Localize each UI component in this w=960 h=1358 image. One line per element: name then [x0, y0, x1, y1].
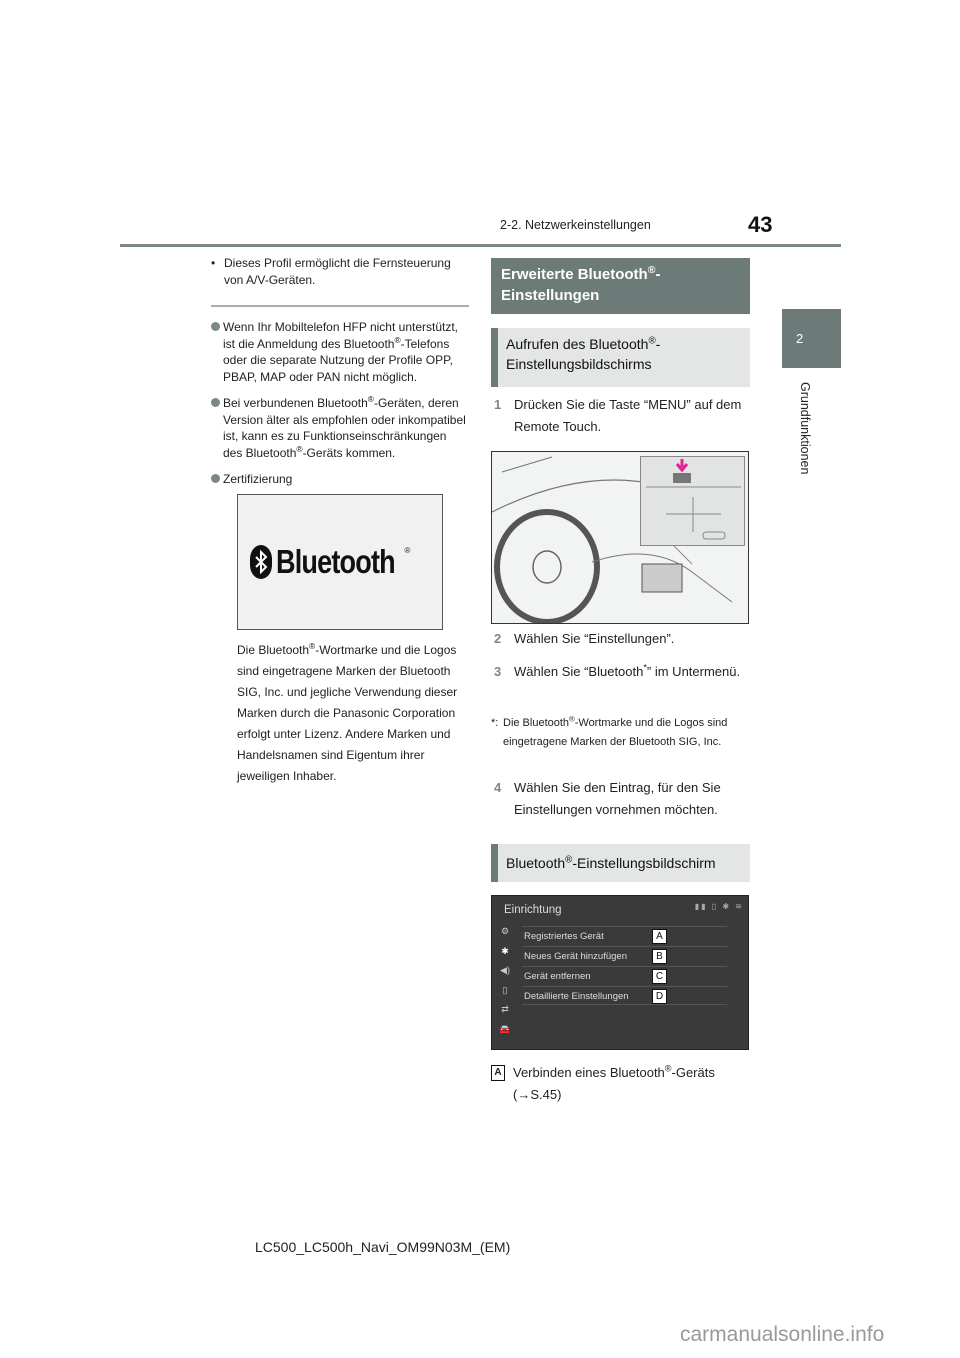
- vehicle-icon[interactable]: 🚘: [499, 1023, 511, 1034]
- heading-text: Aufrufen des Bluetooth: [506, 336, 649, 352]
- step-number: 1: [494, 397, 502, 412]
- registered-mark: ®: [647, 264, 656, 276]
- footnote-mark: *: [643, 662, 647, 673]
- note-text: -Geräten, deren Version älter als empfohlen oder inkompatibel ist, kann es zu Funktionseinschränkungen des Bluetooth: [223, 396, 466, 460]
- page-number: 43: [748, 212, 773, 237]
- step-text: Drücken Sie die Taste “MENU” auf dem Remote Touch.: [514, 397, 742, 434]
- phone-icon[interactable]: ▯: [502, 984, 508, 995]
- registered-mark: ®: [648, 335, 656, 347]
- bluetooth-icon: [250, 545, 272, 579]
- subsection-heading-settings-screen: [491, 844, 750, 882]
- step-text-part: ” im Untermenü.: [646, 664, 741, 679]
- legal-text: -Wortmarke und die Logos sind eingetragene Marken der Bluetooth SIG, Inc. und jegliche Verwendung dieser Marken durch die Panasonic Corporation erfolgt unter Lizenz. Andere Marken und Handelsnamen sind Eigentum ihrer jeweiligen Inhaber.: [237, 643, 458, 783]
- screen-title: Einrichtung: [504, 904, 562, 916]
- callout-badge: C: [652, 969, 667, 984]
- legal-text: Die Bluetooth: [237, 643, 310, 657]
- step-text: Wählen Sie “Einstellungen”.: [514, 631, 675, 646]
- step-text: [514, 661, 740, 683]
- menu-item-remove-device[interactable]: [522, 966, 727, 985]
- step-number: 2: [494, 631, 502, 646]
- note-text: Zertifizierung: [223, 472, 293, 486]
- status-icons: ▮▮ ▯ ✱ ≋: [694, 902, 744, 911]
- chapter-number: 2: [796, 331, 804, 346]
- step-3: [494, 661, 750, 683]
- step-4: [494, 777, 750, 821]
- note-text: -Geräts kommen.: [302, 445, 396, 460]
- step-1: [494, 394, 750, 438]
- menu-item-label: Detaillierte Einstellungen: [524, 991, 629, 1002]
- footnote-mark: *:: [491, 717, 499, 729]
- subsection-heading-open-settings: [491, 328, 750, 387]
- bluetooth-icon[interactable]: ✱: [501, 945, 509, 956]
- legend-text: [513, 1062, 750, 1106]
- header-divider: [120, 244, 841, 247]
- menu-item-registered-device[interactable]: [522, 926, 727, 945]
- step-text: Wählen Sie den Eintrag, für den Sie Einstellungen vornehmen möchten.: [514, 780, 721, 817]
- heading-text: -Einstellungen: [501, 266, 661, 304]
- profile-bullet-text: Dieses Profil ermöglicht die Fernsteuerung von A/V-Geräten.: [224, 256, 451, 287]
- left-column: [211, 255, 469, 498]
- section-divider: [211, 305, 469, 307]
- legend-text-part: Verbinden eines Bluetooth: [513, 1065, 665, 1080]
- connection-icon[interactable]: ⇄: [501, 1004, 509, 1014]
- profile-bullet: [211, 255, 469, 289]
- bluetooth-wordmark: Bluetooth: [275, 543, 395, 580]
- watermark: carmanualsonline.info: [680, 1323, 885, 1346]
- heading-text: Bluetooth: [506, 855, 566, 871]
- bluetooth-logo: [250, 543, 431, 581]
- note-version: [211, 395, 469, 461]
- note-text: Bei verbundenen Bluetooth: [223, 396, 368, 410]
- heading-text: Erweiterte Bluetooth: [501, 266, 648, 283]
- note-certification: [211, 471, 469, 488]
- callout-badge: D: [652, 989, 667, 1004]
- menu-item-label: Gerät entfernen: [524, 971, 591, 982]
- callout-badge: B: [652, 949, 667, 964]
- registered-mark: ®: [394, 334, 401, 345]
- registered-mark: ®: [367, 394, 374, 404]
- footnote: [491, 714, 750, 752]
- registered-mark: ®: [296, 443, 303, 454]
- step-2: [494, 628, 750, 650]
- gear-icon[interactable]: ⚙: [500, 926, 510, 936]
- footnote-text-part: Die Bluetooth: [503, 717, 570, 729]
- side-menu: [498, 926, 512, 1043]
- note-hfp: [211, 319, 469, 385]
- bullet-dot: •: [211, 256, 216, 270]
- callout-badge: A: [652, 929, 667, 944]
- registered-mark: ®: [404, 545, 411, 555]
- speaker-icon[interactable]: ◀): [500, 965, 510, 975]
- section-heading: [491, 258, 750, 314]
- menu-item-add-device[interactable]: [522, 946, 727, 965]
- touchpad-inset: [640, 456, 745, 546]
- step-number: 4: [494, 780, 502, 795]
- note-bullet-icon: [211, 474, 220, 483]
- bluetooth-logo-box: [237, 494, 443, 630]
- page-reference-link[interactable]: -Geräts (→S.45): [513, 1065, 715, 1102]
- chapter-label: Grundfunktionen: [798, 382, 812, 475]
- legend-item-a: [491, 1062, 750, 1106]
- note-text: Wenn Ihr Mobiltelefon HFP nicht unterstützt, ist die Anmeldung des Bluetooth: [223, 320, 459, 351]
- note-text: -Telefons oder die separate Nutzung der Profile OPP, PBAP, MAP oder PAN nicht möglich.: [223, 336, 453, 384]
- note-bullet-icon: [211, 322, 220, 331]
- registered-mark: ®: [664, 1063, 672, 1074]
- note-bullet-icon: [211, 398, 220, 407]
- menu-item-label: Neues Gerät hinzufügen: [524, 951, 627, 962]
- footnote-text: [503, 714, 750, 752]
- trademark-notice: [237, 640, 469, 787]
- document-id: LC500_LC500h_Navi_OM99N03M_(EM): [255, 1239, 511, 1255]
- heading-text: -Einstellungsbildschirm: [572, 855, 716, 871]
- heading-text: -Einstellungsbildschirms: [506, 336, 661, 372]
- menu-item-detailed-settings[interactable]: [522, 986, 727, 1005]
- settings-screen: [491, 895, 749, 1050]
- remote-touch-illustration: [491, 451, 749, 624]
- registered-mark: ®: [309, 641, 316, 651]
- menu-item-label: Registriertes Gerät: [524, 931, 604, 942]
- chapter-tab: [782, 309, 841, 368]
- touchpad-drawing: [641, 457, 746, 547]
- arrow-down-icon: [677, 459, 687, 470]
- running-header-section: 2-2. Netzwerkeinstellungen: [500, 218, 651, 232]
- footnote-text-part: -Wortmarke und die Logos sind eingetragene Marken der Bluetooth SIG, Inc.: [503, 717, 728, 748]
- step-text-part: Wählen Sie “Bluetooth: [514, 664, 644, 679]
- callout-badge: A: [491, 1065, 505, 1081]
- registered-mark: ®: [565, 854, 573, 866]
- step-number: 3: [494, 664, 502, 679]
- registered-mark: ®: [569, 714, 575, 724]
